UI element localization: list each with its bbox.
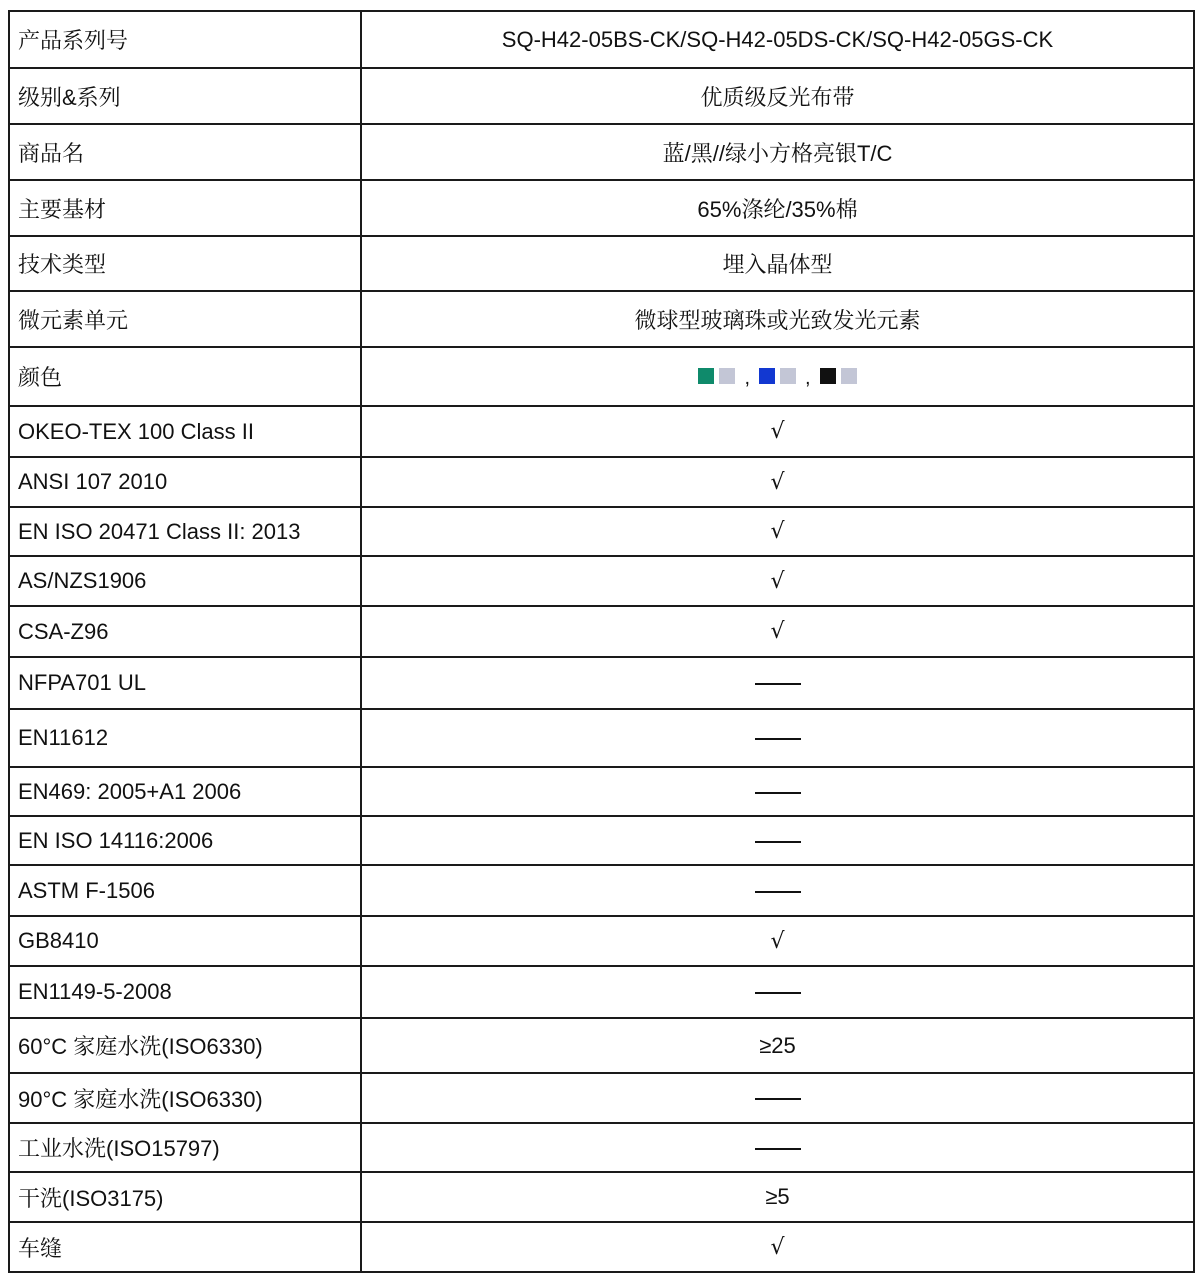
blue-swatch [759, 368, 775, 384]
row-label: NFPA701 UL [9, 657, 361, 709]
table-row [9, 11, 1194, 68]
table-row [9, 124, 1194, 180]
color-swatches [698, 364, 856, 387]
table-row [9, 966, 1194, 1018]
table-row-color [9, 347, 1194, 406]
check-mark: √ [361, 1222, 1194, 1272]
dash-cell [361, 1073, 1194, 1123]
row-label: 商品名 [9, 124, 361, 180]
table-row [9, 406, 1194, 457]
row-label: EN11612 [9, 709, 361, 767]
silver-swatch [841, 368, 857, 384]
dash-line [755, 1148, 801, 1150]
row-value: 埋入晶体型 [361, 236, 1194, 291]
check-mark: √ [361, 606, 1194, 657]
row-value: 微球型玻璃珠或光致发光元素 [361, 291, 1194, 347]
table-row [9, 291, 1194, 347]
check-mark: √ [361, 507, 1194, 556]
row-label: 级别&系列 [9, 68, 361, 124]
dash-cell [361, 966, 1194, 1018]
dash-cell [361, 767, 1194, 816]
row-label: 干洗(ISO3175) [9, 1172, 361, 1222]
row-label: 90°C 家庭水洗(ISO6330) [9, 1073, 361, 1123]
table-row [9, 1172, 1194, 1222]
table-row [9, 657, 1194, 709]
table-row [9, 709, 1194, 767]
row-label: 车缝 [9, 1222, 361, 1272]
dash-line [755, 891, 801, 893]
table-row [9, 916, 1194, 966]
row-value: 优质级反光布带 [361, 68, 1194, 124]
row-label: 产品系列号 [9, 11, 361, 68]
dash-cell [361, 816, 1194, 865]
table-row [9, 457, 1194, 507]
dash-line [755, 683, 801, 685]
dash-line [755, 792, 801, 794]
table-row [9, 236, 1194, 291]
row-label: CSA-Z96 [9, 606, 361, 657]
dash-line [755, 992, 801, 994]
row-label: 颜色 [9, 347, 361, 406]
row-label: 工业水洗(ISO15797) [9, 1123, 361, 1172]
row-label: EN ISO 20471 Class II: 2013 [9, 507, 361, 556]
row-label: 60°C 家庭水洗(ISO6330) [9, 1018, 361, 1073]
row-label: ANSI 107 2010 [9, 457, 361, 507]
row-label: 微元素单元 [9, 291, 361, 347]
dash-cell [361, 657, 1194, 709]
row-value: ≥5 [361, 1172, 1194, 1222]
row-label: OKEO-TEX 100 Class II [9, 406, 361, 457]
silver-swatch [780, 368, 796, 384]
table-row [9, 767, 1194, 816]
dash-cell [361, 1123, 1194, 1172]
green-swatch [698, 368, 714, 384]
table-row [9, 1073, 1194, 1123]
row-label: EN469: 2005+A1 2006 [9, 767, 361, 816]
dash-line [755, 1098, 801, 1100]
table-row [9, 556, 1194, 606]
row-label: ASTM F-1506 [9, 865, 361, 916]
row-value: SQ-H42-05BS-CK/SQ-H42-05DS-CK/SQ-H42-05GS-CK [361, 11, 1194, 68]
table-row [9, 1222, 1194, 1272]
dash-line [755, 841, 801, 843]
swatch-separator: , [744, 367, 750, 389]
row-label: 技术类型 [9, 236, 361, 291]
row-label: 主要基材 [9, 180, 361, 236]
spec-table [8, 10, 1195, 1273]
row-value: ≥25 [361, 1018, 1194, 1073]
color-swatches-cell [361, 347, 1194, 406]
dash-cell [361, 865, 1194, 916]
black-swatch [820, 368, 836, 384]
check-mark: √ [361, 457, 1194, 507]
row-label: EN1149-5-2008 [9, 966, 361, 1018]
row-value: 蓝/黑//绿小方格亮银T/C [361, 124, 1194, 180]
table-row [9, 865, 1194, 916]
check-mark: √ [361, 916, 1194, 966]
table-row [9, 816, 1194, 865]
table-row [9, 1123, 1194, 1172]
dash-cell [361, 709, 1194, 767]
table-row [9, 507, 1194, 556]
table-row [9, 606, 1194, 657]
row-label: AS/NZS1906 [9, 556, 361, 606]
silver-swatch [719, 368, 735, 384]
row-value: 65%涤纶/35%棉 [361, 180, 1194, 236]
check-mark: √ [361, 556, 1194, 606]
swatch-separator: , [805, 367, 811, 389]
row-label: EN ISO 14116:2006 [9, 816, 361, 865]
check-mark: √ [361, 406, 1194, 457]
table-row [9, 1018, 1194, 1073]
row-label: GB8410 [9, 916, 361, 966]
dash-line [755, 738, 801, 740]
table-row [9, 180, 1194, 236]
table-row [9, 68, 1194, 124]
